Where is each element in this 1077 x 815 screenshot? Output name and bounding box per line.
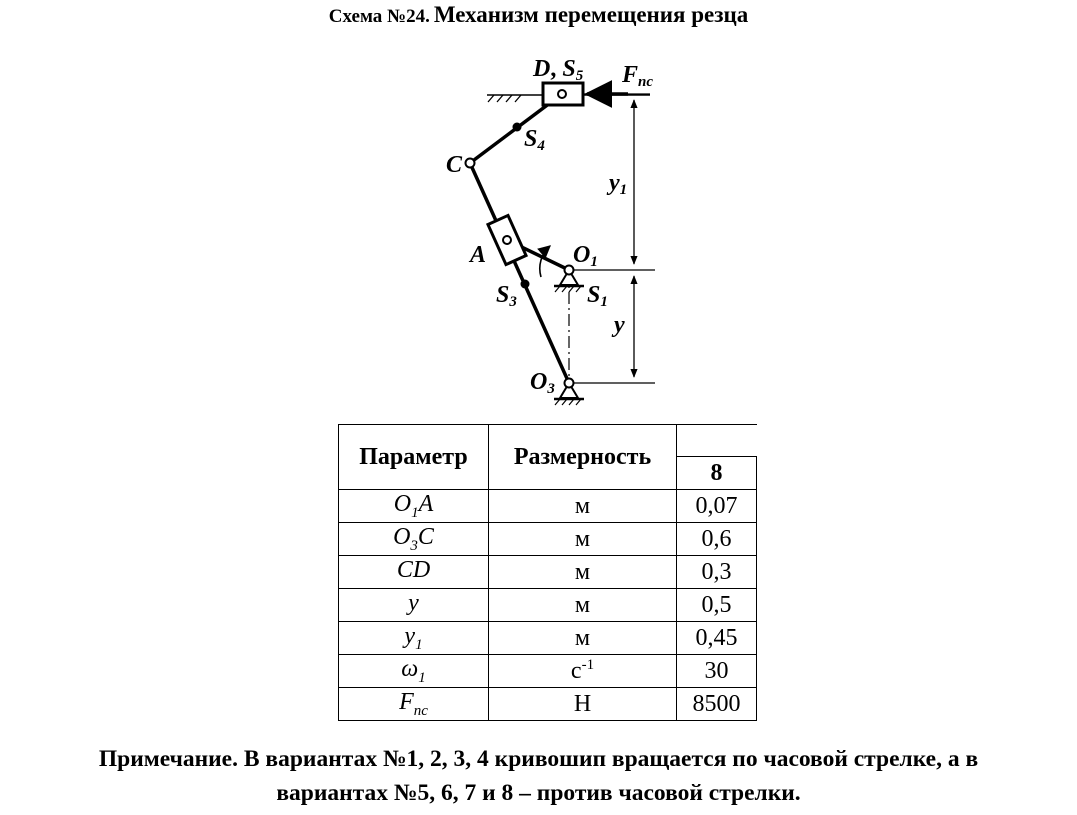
header-variant: 8 <box>677 457 757 490</box>
mass-center-s4 <box>513 123 522 132</box>
unit-cell: м <box>489 523 677 556</box>
param-cell: $\omega_1$ <box>339 655 489 688</box>
joint-d <box>558 90 566 98</box>
value-cell: 30 <box>677 655 757 688</box>
label-o3: O3 <box>530 369 555 397</box>
value-cell: 0,6 <box>677 523 757 556</box>
scheme-number: Схема №24. <box>328 6 430 27</box>
table-row <box>339 688 757 721</box>
note-line-1: Примечание. В вариантах №1, 2, 3, 4 кривошип вращается по часовой стрелке, а в <box>98 746 979 772</box>
unit-cell: м <box>489 589 677 622</box>
label-d-s5: D, S5 <box>533 56 584 84</box>
value-cell: 8500 <box>677 688 757 721</box>
unit-cell: Н <box>489 688 677 721</box>
note <box>0 742 1077 810</box>
mechanism-name: Механизм перемещения резца <box>433 2 749 27</box>
table-row <box>339 556 757 589</box>
param-cell: $y_1$ <box>339 622 489 655</box>
table-row <box>339 589 757 622</box>
label-force: Fпс <box>622 62 654 90</box>
label-s1: S1 <box>587 282 608 310</box>
unit-cell: м <box>489 556 677 589</box>
value-cell: 0,3 <box>677 556 757 589</box>
header-dimension: Размерность <box>489 425 677 490</box>
table-row <box>339 490 757 523</box>
header-variant-spacer <box>677 425 757 457</box>
param-cell: CD <box>339 556 489 589</box>
label-y1: y1 <box>609 170 628 198</box>
parameters-table <box>338 424 757 721</box>
label-s4: S4 <box>524 126 545 154</box>
mass-center-s3 <box>521 280 530 289</box>
joint-c <box>466 159 475 168</box>
label-c: C <box>446 152 463 178</box>
table-row <box>339 523 757 556</box>
value-cell: 0,07 <box>677 490 757 523</box>
header-parameter: Параметр <box>339 425 489 490</box>
joint-o3 <box>565 379 574 388</box>
table-row <box>339 655 757 688</box>
table-row <box>339 622 757 655</box>
joint-a <box>503 236 511 244</box>
unit-cell: м <box>489 490 677 523</box>
param-cell: $O_3C$ <box>339 523 489 556</box>
rocker-o3c <box>470 163 569 383</box>
value-cell: 0,45 <box>677 622 757 655</box>
note-line-2: вариантах №5, 6, 7 и 8 – против часовой стрелки. <box>276 780 801 806</box>
value-cell: 0,5 <box>677 589 757 622</box>
label-y: y <box>614 312 625 338</box>
param-cell: $O_1A$ <box>339 490 489 523</box>
param-cell: $F_{пс}$ <box>339 688 489 721</box>
table-body <box>339 490 757 721</box>
label-s3: S3 <box>496 282 517 310</box>
unit-cell: $с^{-1}$ <box>489 655 677 688</box>
label-a: A <box>470 242 487 268</box>
unit-cell: м <box>489 622 677 655</box>
label-o1: O1 <box>573 242 598 270</box>
guide-hatching <box>488 95 521 102</box>
param-cell: y <box>339 589 489 622</box>
